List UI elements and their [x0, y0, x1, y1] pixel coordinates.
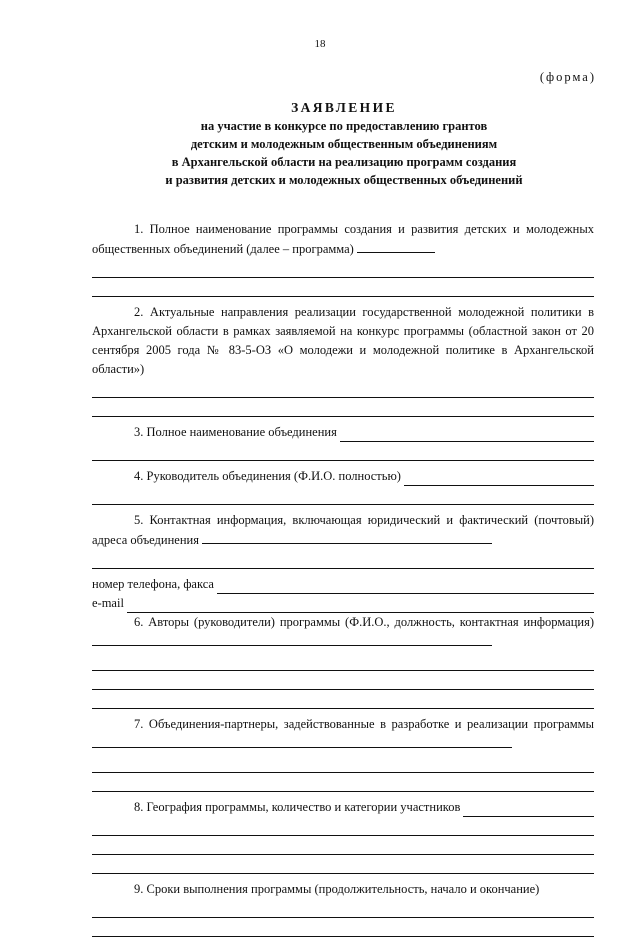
item-2 — [92, 303, 594, 379]
email-label: e-mail — [92, 596, 124, 610]
item-2-line-2[interactable] — [92, 398, 594, 417]
item-7 — [92, 715, 594, 754]
item-5-text: 5. Контактная информация, включающая юридический и фактический (почтовый) адреса объединения — [92, 513, 594, 547]
form-body — [92, 220, 594, 937]
item-1-line-2[interactable] — [92, 278, 594, 297]
form-label: (форма) — [539, 70, 596, 84]
item-6-line-2[interactable] — [92, 671, 594, 690]
item-8 — [92, 798, 594, 817]
phone-fax-field[interactable] — [217, 579, 594, 594]
item-2-text: 2. Актуальные направления реализации государственной молодежной политики в Архангельской области в рамках заявляемой на конкурс программы (областной закон от 20 сентября 2005 года № 83-5-ОЗ «О молодежи и молодежной политике в Архангельской области») — [92, 305, 594, 376]
item-5-line-1[interactable] — [92, 550, 594, 569]
item-6 — [92, 613, 594, 652]
item-8-line-3[interactable] — [92, 855, 594, 874]
item-5-email-row — [92, 594, 594, 613]
title-main: ЗАЯВЛЕНИЕ — [291, 100, 397, 115]
item-3 — [92, 423, 594, 442]
item-1-blank[interactable] — [357, 239, 435, 253]
item-7-line-2[interactable] — [92, 773, 594, 792]
document-title — [92, 99, 596, 189]
item-2-line-1[interactable] — [92, 379, 594, 398]
item-3-blank[interactable] — [340, 427, 594, 442]
item-4-line-1[interactable] — [92, 486, 594, 505]
item-4-blank[interactable] — [404, 471, 594, 486]
item-7-line-1[interactable] — [92, 754, 594, 773]
item-7-blank[interactable] — [92, 734, 512, 748]
item-4-text: 4. Руководитель объединения (Ф.И.О. полностью) — [134, 469, 401, 483]
item-5 — [92, 511, 594, 550]
title-line-1: на участие в конкурсе по предоставлению грантов — [200, 119, 488, 133]
item-3-text: 3. Полное наименование объединения — [134, 425, 337, 439]
title-line-4: и развития детских и молодежных общественных объединений — [165, 173, 523, 187]
phone-fax-label: номер телефона, факса — [92, 577, 214, 591]
item-7-text: 7. Объединения-партнеры, задействованные в разработке и реализации программы — [134, 717, 594, 731]
item-5-blank[interactable] — [202, 530, 492, 544]
item-5-phone-row — [92, 575, 594, 594]
item-9-line-2[interactable] — [92, 918, 594, 937]
item-4 — [92, 467, 594, 486]
title-line-3: в Архангельской области на реализацию программ создания — [171, 155, 517, 169]
item-8-text: 8. География программы, количество и категории участников — [134, 800, 461, 814]
item-8-line-1[interactable] — [92, 817, 594, 836]
item-1 — [92, 220, 594, 259]
page-number: 18 — [314, 38, 326, 50]
item-6-text: 6. Авторы (руководители) программы (Ф.И.О., должность, контактная информация) — [134, 615, 594, 629]
item-9-line-1[interactable] — [92, 899, 594, 918]
item-6-line-3[interactable] — [92, 690, 594, 709]
item-9 — [92, 880, 594, 899]
item-6-blank[interactable] — [92, 632, 492, 646]
item-8-blank[interactable] — [463, 802, 594, 817]
item-1-text: 1. Полное наименование программы создания и развития детских и молодежных общественных объединений (далее – программа) — [92, 222, 594, 256]
email-field[interactable] — [127, 598, 594, 613]
item-8-line-2[interactable] — [92, 836, 594, 855]
title-line-2: детским и молодежным общественным объединениям — [190, 137, 498, 151]
item-1-line-1[interactable] — [92, 259, 594, 278]
item-6-line-1[interactable] — [92, 652, 594, 671]
item-9-text: 9. Сроки выполнения программы (продолжительность, начало и окончание) — [134, 882, 540, 896]
item-3-line-1[interactable] — [92, 442, 594, 461]
